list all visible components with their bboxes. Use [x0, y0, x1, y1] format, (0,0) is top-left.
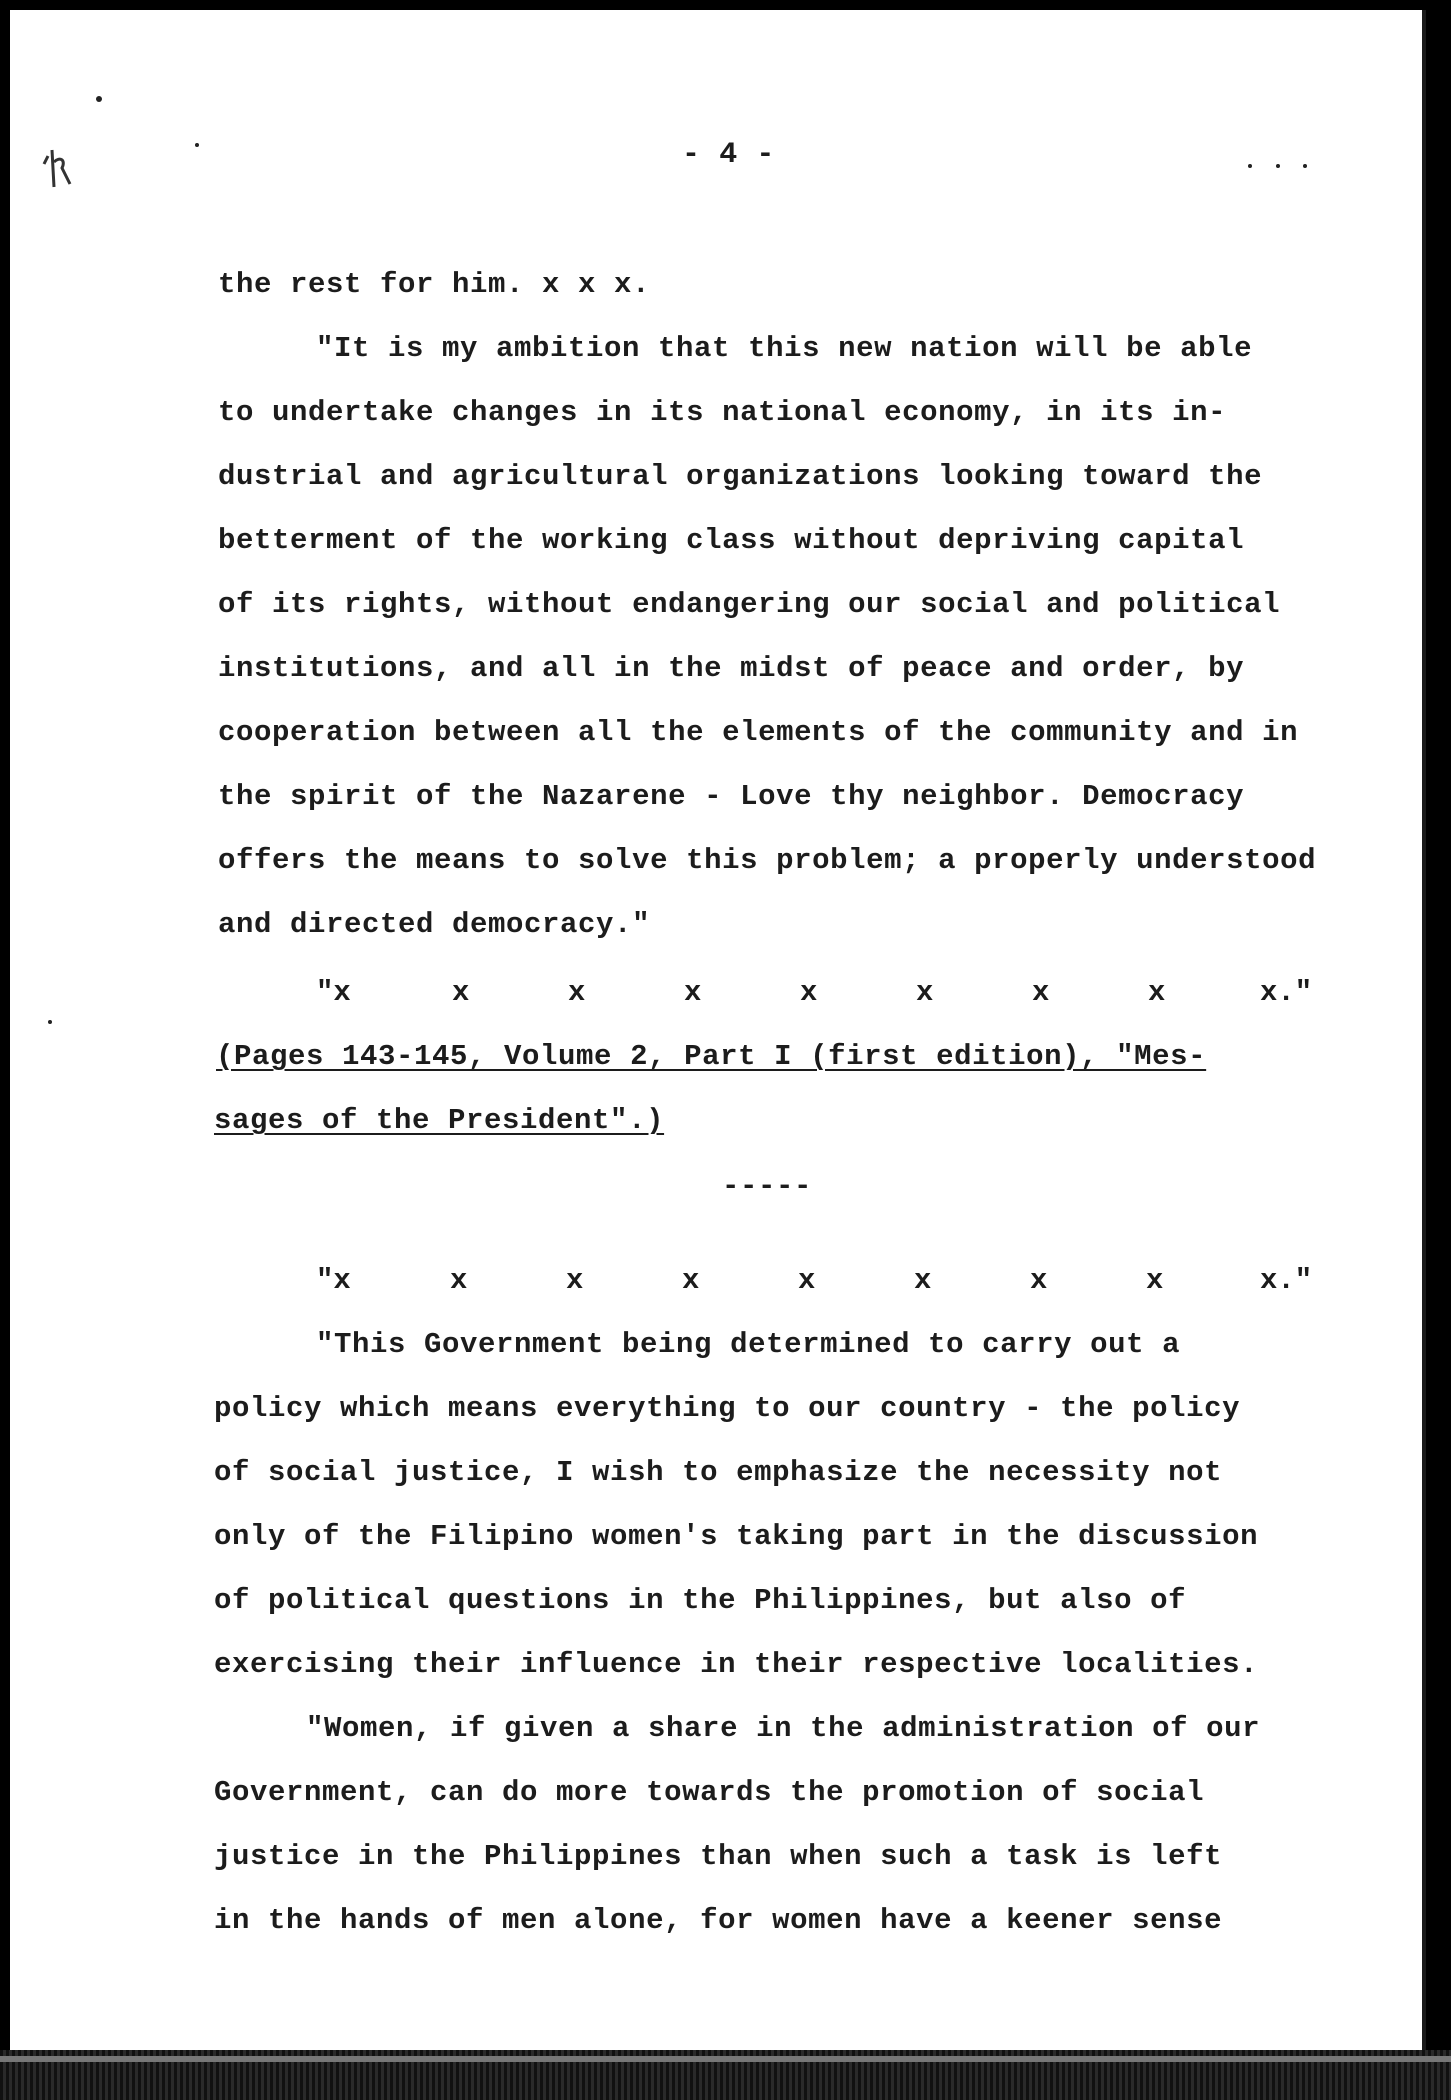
document-page: [10, 10, 1426, 2050]
ellipsis-mark: x: [450, 1264, 468, 1297]
section-divider: -----: [722, 1170, 813, 1203]
margin-ink-mark: [40, 142, 80, 202]
ellipsis-row: [10, 976, 1422, 1012]
text-line: "This Government being determined to carry out a: [316, 1328, 1181, 1361]
ellipsis-mark: x: [684, 976, 702, 1009]
ellipsis-row: [10, 1264, 1422, 1300]
ellipsis-mark: "x: [316, 1264, 351, 1297]
speck: [195, 143, 199, 147]
text-line: institutions, and all in the midst of peace and order, by: [218, 652, 1245, 685]
ellipsis-mark: x.": [1260, 976, 1313, 1009]
text-line: policy which means everything to our country - the policy: [214, 1392, 1241, 1425]
page-number: - 4 -: [682, 138, 776, 172]
ellipsis-mark: x: [798, 1264, 816, 1297]
text-line: justice in the Philippines than when such a task is left: [214, 1840, 1223, 1873]
text-line: "It is my ambition that this new nation will be able: [316, 332, 1253, 365]
speck: [48, 1020, 52, 1024]
ellipsis-mark: x: [452, 976, 470, 1009]
speck: [96, 96, 102, 102]
citation-line: (Pages 143-145, Volume 2, Part I (first edition), "Mes-: [216, 1040, 1207, 1073]
text-line: of its rights, without endangering our social and political: [218, 588, 1281, 621]
ellipsis-mark: x: [566, 1264, 584, 1297]
ellipsis-mark: x: [800, 976, 818, 1009]
text-line: of social justice, I wish to emphasize the necessity not: [214, 1456, 1223, 1489]
ellipsis-mark: x: [682, 1264, 700, 1297]
ellipsis-mark: x: [914, 1264, 932, 1297]
ellipsis-mark: x.": [1260, 1264, 1313, 1297]
citation-line: sages of the President".): [214, 1104, 665, 1137]
text-line: dustrial and agricultural organizations looking toward the: [218, 460, 1263, 493]
text-line: betterment of the working class without depriving capital: [218, 524, 1245, 557]
speck: [1303, 164, 1307, 168]
ellipsis-mark: x: [916, 976, 934, 1009]
scan-border-strip: [0, 2050, 1451, 2100]
text-line: the spirit of the Nazarene - Love thy neighbor. Democracy: [218, 780, 1245, 813]
text-line: Government, can do more towards the promotion of social: [214, 1776, 1205, 1809]
text-line: the rest for him. x x x.: [218, 268, 651, 301]
text-line: of political questions in the Philippines, but also of: [214, 1584, 1187, 1617]
text-line: only of the Filipino women's taking part in the discussion: [214, 1520, 1259, 1553]
text-line: "Women, if given a share in the administration of our: [306, 1712, 1261, 1745]
text-line: in the hands of men alone, for women have a keener sense: [214, 1904, 1223, 1937]
text-line: cooperation between all the elements of the community and in: [218, 716, 1299, 749]
speck: [1248, 164, 1252, 168]
speck: [1276, 164, 1280, 168]
ellipsis-mark: x: [1148, 976, 1166, 1009]
text-line: to undertake changes in its national economy, in its in-: [218, 396, 1227, 429]
ellipsis-mark: "x: [316, 976, 351, 1009]
ellipsis-mark: x: [1146, 1264, 1164, 1297]
ellipsis-mark: x: [1030, 1264, 1048, 1297]
ellipsis-mark: x: [1032, 976, 1050, 1009]
text-line: and directed democracy.": [218, 908, 651, 941]
ellipsis-mark: x: [568, 976, 586, 1009]
text-line: exercising their influence in their respective localities.: [214, 1648, 1259, 1681]
text-line: offers the means to solve this problem; a properly understood: [218, 844, 1317, 877]
